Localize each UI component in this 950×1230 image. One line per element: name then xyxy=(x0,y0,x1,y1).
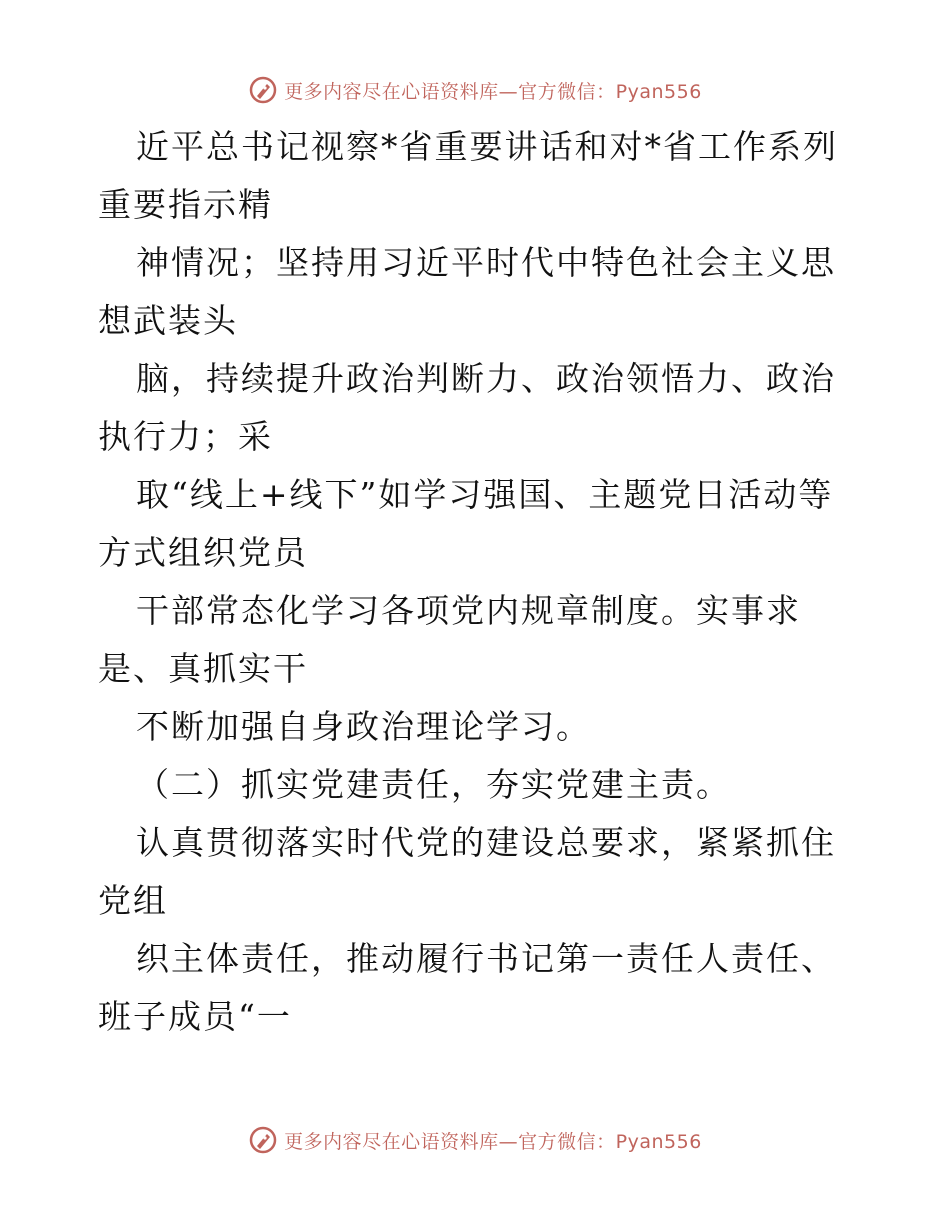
paragraph-1: 近平总书记视察*省重要讲话和对*省工作系列重要指示精 xyxy=(98,127,838,224)
paragraph-3: 脑，持续提升政治判断力、政治领悟力、政治执行力；采 xyxy=(98,359,836,456)
pen-nib-circle-icon xyxy=(248,1125,278,1155)
paragraph-6: 不断加强自身政治理论学习。 xyxy=(136,707,591,746)
paragraph-9: 织主体责任，推动履行书记第一责任人责任、班子成员“一 xyxy=(98,939,836,1036)
footer-watermark xyxy=(0,1120,950,1160)
section-heading: （二）抓实党建责任，夯实党建主责。 xyxy=(136,765,731,804)
watermark-text: 更多内容尽在心语资料库—官方微信：Pyan556 xyxy=(284,80,702,103)
header-watermark xyxy=(0,70,950,110)
paragraph-4: 取“线上+线下”如学习强国、主题党日活动等方式组织党员 xyxy=(98,475,834,572)
paragraph-8: 认真贯彻落实时代党的建设总要求，紧紧抓住党组 xyxy=(98,823,836,920)
document-body xyxy=(98,118,858,1046)
pen-nib-circle-icon xyxy=(248,75,278,105)
paragraph-2: 神情况；坚持用习近平时代中特色社会主义思想武装头 xyxy=(98,243,836,340)
paragraph-5: 干部常态化学习各项党内规章制度。实事求是、真抓实干 xyxy=(98,591,801,688)
watermark-text: 更多内容尽在心语资料库—官方微信：Pyan556 xyxy=(284,1130,702,1153)
